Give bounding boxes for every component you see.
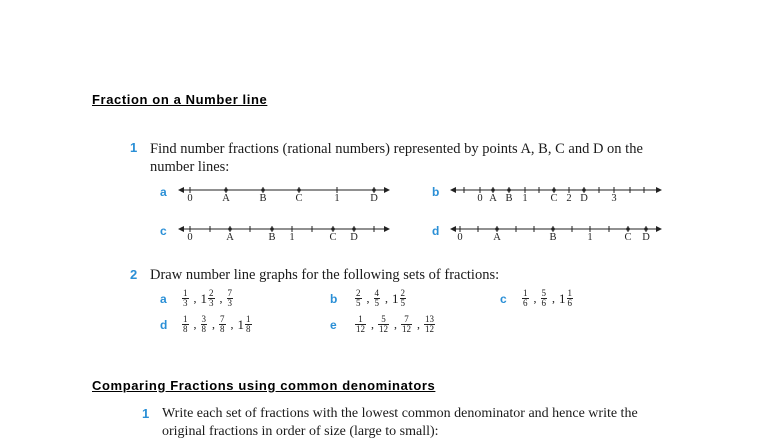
fraction: [401, 315, 412, 334]
part-label: a: [160, 185, 167, 199]
question-text: Draw number line graphs for the following sets of fractions:: [150, 267, 500, 283]
fraction-whole: 1: [559, 290, 566, 306]
fraction-denominator: 3: [209, 298, 214, 308]
fraction-denominator: 5: [374, 298, 379, 308]
fraction-whole: 1: [237, 316, 244, 332]
fraction-denominator: 6: [567, 298, 572, 308]
fraction-whole: 1: [392, 290, 399, 306]
fraction-numerator: 1: [183, 314, 188, 324]
fraction-denominator: 8: [201, 324, 206, 334]
comma-separator: ,: [212, 317, 215, 331]
fraction: [424, 315, 435, 334]
point-label: D: [350, 232, 358, 243]
part-label: b: [330, 292, 338, 306]
comma-separator: ,: [193, 317, 197, 331]
fraction-numerator: 1: [523, 288, 528, 298]
point-label: A: [222, 193, 230, 204]
comma-separator: ,: [219, 291, 223, 305]
comma-separator: ,: [366, 291, 370, 305]
fraction-denominator: 8: [220, 324, 225, 334]
question-number: 1: [142, 406, 150, 421]
number-line: [178, 183, 390, 207]
point-label: 1: [522, 193, 528, 204]
fraction-denominator: 12: [379, 324, 388, 334]
comma-separator: ,: [552, 291, 555, 305]
fraction-numerator: 5: [381, 314, 386, 324]
fraction-denominator: 12: [402, 324, 411, 334]
number-line: [178, 222, 390, 246]
point-label: 1: [587, 232, 593, 243]
question-number: 1: [130, 140, 138, 155]
fraction-numerator: 13: [425, 314, 434, 324]
question-text-line: Write each set of fractions with the lowest common denominator and hence write the: [162, 406, 638, 421]
question-text-line: Find number fractions (rational numbers) represented by points A, B, C and D on the: [150, 141, 643, 157]
point-label: 0: [457, 232, 463, 243]
point-label: D: [642, 232, 650, 243]
question-text-line: original fractions in order of size (large to small):: [162, 424, 439, 439]
fraction-denominator: 5: [356, 298, 361, 308]
point-label: 1: [334, 193, 340, 204]
fraction-denominator: 8: [183, 324, 188, 334]
fraction-numerator: 1: [567, 288, 572, 298]
fraction-set: [182, 315, 255, 334]
point-label: B: [259, 193, 267, 204]
fraction-denominator: 12: [356, 324, 365, 334]
comma-separator: ,: [230, 317, 234, 331]
point-label: 2: [566, 193, 572, 204]
point-label: A: [226, 232, 234, 243]
fraction-denominator: 3: [227, 298, 232, 308]
fraction-denominator: 3: [183, 298, 188, 308]
fraction-whole: 1: [200, 290, 207, 306]
fraction: [238, 315, 252, 334]
comma-separator: ,: [533, 291, 537, 305]
fraction-numerator: 2: [400, 288, 405, 298]
question-text-line: number lines:: [150, 159, 230, 175]
fraction-numerator: 1: [358, 314, 363, 324]
comma-separator: ,: [385, 291, 388, 305]
point-label: B: [549, 232, 557, 243]
point-label: 0: [477, 193, 483, 204]
part-label: d: [160, 318, 168, 332]
fraction: [378, 315, 389, 334]
comma-separator: ,: [417, 317, 420, 331]
fraction-set: [355, 289, 409, 308]
comma-separator: ,: [193, 291, 197, 305]
fraction: [182, 315, 189, 334]
fraction: [201, 289, 215, 308]
fraction: [227, 289, 234, 308]
point-label: C: [624, 232, 632, 243]
fraction-numerator: 1: [246, 314, 251, 324]
point-label: D: [580, 193, 588, 204]
fraction-set: [522, 289, 576, 308]
point-label: C: [295, 193, 303, 204]
part-label: c: [160, 224, 167, 238]
point-label: 1: [289, 232, 295, 243]
fraction-numerator: 7: [227, 288, 232, 298]
fraction: [219, 315, 226, 334]
question-text: [150, 140, 643, 176]
question-number: 2: [130, 267, 138, 282]
part-label: a: [160, 292, 167, 306]
number-line: [450, 183, 662, 207]
number-line: [450, 222, 662, 246]
fraction-numerator: 7: [220, 314, 225, 324]
fraction: [559, 289, 573, 308]
point-label: 0: [187, 232, 193, 243]
fraction-numerator: 2: [356, 288, 361, 298]
fraction: [355, 315, 366, 334]
fraction-numerator: 7: [404, 314, 409, 324]
point-label: A: [493, 232, 501, 243]
section-title-comparing-fractions: Comparing Fractions using common denominators: [92, 378, 436, 393]
point-label: B: [505, 193, 513, 204]
fraction: [374, 289, 381, 308]
fraction: [355, 289, 362, 308]
fraction-numerator: 4: [374, 288, 379, 298]
part-label: b: [432, 185, 440, 199]
part-label: e: [330, 318, 337, 332]
fraction-numerator: 1: [183, 288, 188, 298]
point-label: C: [329, 232, 337, 243]
fraction-denominator: 6: [541, 298, 546, 308]
fraction: [522, 289, 529, 308]
fraction: [182, 289, 189, 308]
fraction-denominator: 8: [246, 324, 251, 334]
point-label: B: [268, 232, 276, 243]
comma-separator: ,: [394, 317, 397, 331]
part-label: d: [432, 224, 440, 238]
fraction: [541, 289, 548, 308]
fraction: [392, 289, 406, 308]
point-label: 3: [611, 193, 617, 204]
part-label: c: [500, 292, 507, 306]
fraction-numerator: 5: [541, 288, 546, 298]
point-label: 0: [187, 193, 193, 204]
point-label: A: [489, 193, 497, 204]
point-label: C: [550, 193, 558, 204]
fraction-denominator: 6: [523, 298, 528, 308]
section-title-fraction-number-line: Fraction on a Number line: [92, 92, 268, 107]
fraction-numerator: 2: [209, 288, 214, 298]
point-label: D: [370, 193, 378, 204]
fraction-denominator: 5: [400, 298, 405, 308]
question-text: [162, 405, 638, 441]
fraction-denominator: 12: [425, 324, 434, 334]
comma-separator: ,: [371, 317, 374, 331]
fraction-set: [355, 315, 438, 334]
fraction-numerator: 3: [201, 314, 206, 324]
number-line-axis: [178, 184, 390, 196]
fraction: [201, 315, 208, 334]
fraction-set: [182, 289, 236, 308]
